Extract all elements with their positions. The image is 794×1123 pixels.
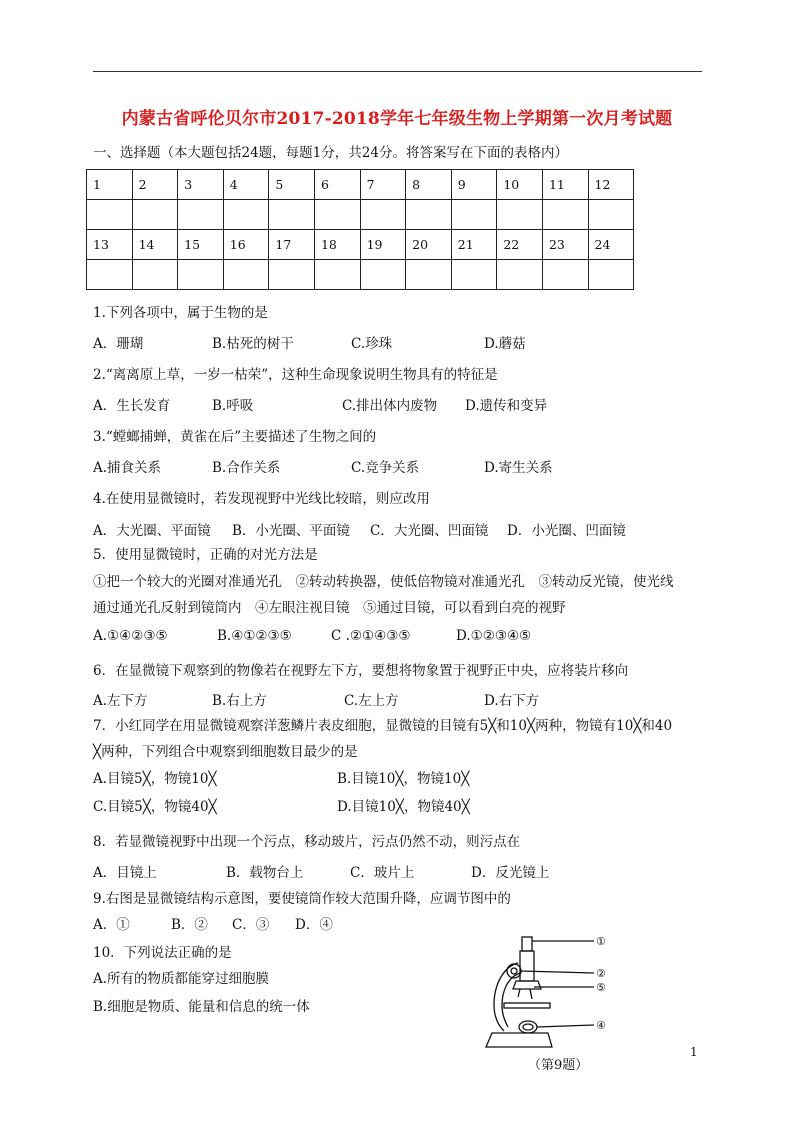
table-cell: 4 [223, 170, 269, 200]
answer-cell[interactable] [314, 200, 360, 230]
option-c: C.珍珠 [351, 336, 393, 352]
figure-label-4: ④ [596, 1019, 606, 1032]
answer-table [86, 169, 634, 290]
figure-caption: （第9题） [528, 1058, 589, 1073]
answer-cell[interactable] [588, 260, 634, 290]
question-7-stem-line2: ╳两种，下列组合中观察到细胞数目最少的是 [93, 744, 358, 760]
table-row [87, 230, 634, 260]
option-d: D.遗传和变异 [465, 398, 548, 414]
answer-cell[interactable] [497, 260, 543, 290]
option-c: C .②①④③⑤ [331, 628, 411, 644]
table-cell: 14 [132, 230, 178, 260]
option-d: D．④ [295, 917, 333, 933]
answer-cell[interactable] [314, 260, 360, 290]
option-d: D.目镜10╳，物镜40╳ [337, 799, 470, 815]
option-c: C．③ [232, 917, 270, 933]
question-6-stem: 6．在显微镜下观察到的物像若在视野左下方，要想将物象置于视野正中央，应将装片移向 [93, 663, 629, 679]
question-1-stem: 1.下列各项中，属于生物的是 [93, 305, 268, 321]
option-c: C.竞争关系 [351, 460, 420, 476]
table-cell: 9 [451, 170, 497, 200]
table-cell: 16 [223, 230, 269, 260]
question-10-stem: 10．下列说法正确的是 [93, 945, 232, 961]
option-c: C．玻片上 [350, 865, 415, 881]
option-a: A.①④②③⑤ [93, 628, 168, 644]
answer-cell[interactable] [178, 260, 224, 290]
header-rule [93, 71, 702, 72]
answer-cell[interactable] [360, 260, 406, 290]
answer-cell[interactable] [406, 260, 452, 290]
option-c: C.排出体内废物 [342, 398, 438, 414]
table-cell: 8 [406, 170, 452, 200]
option-a: A．大光圈、平面镜 [93, 523, 211, 539]
table-cell: 10 [497, 170, 543, 200]
question-5-steps-line1: ①把一个较大的光圈对准通光孔 ②转动转换器，使低倍物镜对准通光孔 ③转动反光镜，使光线 [93, 574, 674, 590]
option-a: A.目镜5╳，物镜10╳ [93, 771, 217, 787]
table-cell: 6 [314, 170, 360, 200]
option-c: C.左上方 [344, 693, 399, 709]
option-d: D.①②③④⑤ [456, 628, 532, 644]
table-cell: 7 [360, 170, 406, 200]
option-d: D.寄生关系 [484, 460, 553, 476]
table-row [87, 200, 634, 230]
question-10-option-a: A.所有的物质都能穿过细胞膜 [93, 971, 270, 987]
option-d: D.右下方 [484, 693, 540, 709]
table-cell: 12 [588, 170, 634, 200]
option-a: A．珊瑚 [93, 336, 144, 352]
microscope-drawing [486, 937, 594, 1047]
question-10-option-b: B.细胞是物质、能量和信息的统一体 [93, 999, 310, 1015]
option-b: B.呼吸 [212, 398, 254, 414]
figure-label-5: ⑤ [596, 981, 606, 994]
figure-label-1: ① [596, 935, 606, 948]
option-a: A.捕食关系 [93, 460, 162, 476]
table-cell: 22 [497, 230, 543, 260]
table-cell: 5 [269, 170, 315, 200]
table-cell: 2 [132, 170, 178, 200]
microscope-figure [478, 933, 618, 1053]
answer-cell[interactable] [451, 260, 497, 290]
option-d: D．反光镜上 [471, 865, 550, 881]
option-c: C.目镜5╳，物镜40╳ [93, 799, 217, 815]
answer-cell[interactable] [588, 200, 634, 230]
table-row [87, 260, 634, 290]
answer-cell[interactable] [132, 260, 178, 290]
answer-cell[interactable] [178, 200, 224, 230]
answer-cell[interactable] [360, 200, 406, 230]
question-5-steps-line2: 通过通光孔反射到镜筒内 ④左眼注视目镜 ⑤通过目镜，可以看到白亮的视野 [93, 600, 566, 616]
table-row [87, 170, 634, 200]
option-a: A．生长发育 [93, 398, 171, 414]
option-b: B．② [171, 917, 208, 933]
option-a: A．目镜上 [93, 865, 157, 881]
answer-cell[interactable] [87, 260, 133, 290]
page-title: 内蒙古省呼伦贝尔市2017-2018学年七年级生物上学期第一次月考试题 [121, 109, 673, 129]
answer-cell[interactable] [542, 260, 588, 290]
table-cell: 13 [87, 230, 133, 260]
answer-cell[interactable] [269, 200, 315, 230]
answer-cell[interactable] [269, 260, 315, 290]
option-b: B.合作关系 [212, 460, 281, 476]
option-b: B.④①②③⑤ [217, 628, 292, 644]
option-d: D.蘑菇 [484, 336, 526, 352]
answer-cell[interactable] [132, 200, 178, 230]
answer-cell[interactable] [542, 200, 588, 230]
question-7-stem: 7．小红同学在用显微镜观察洋葱鳞片表皮细胞，显微镜的目镜有5╳和10╳两种，物镜有10╳和40 [93, 718, 673, 734]
question-8-stem: 8．若显微镜视野中出现一个污点，移动玻片，污点仍然不动，则污点在 [93, 834, 521, 850]
table-cell: 20 [406, 230, 452, 260]
option-b: B．载物台上 [226, 865, 304, 881]
table-cell: 19 [360, 230, 406, 260]
table-cell: 21 [451, 230, 497, 260]
table-cell: 11 [542, 170, 588, 200]
answer-cell[interactable] [451, 200, 497, 230]
section-heading: 一、选择题（本大题包括24题，每题1分，共24分。将答案写在下面的表格内） [93, 145, 568, 161]
figure-label-2: ② [596, 967, 606, 980]
option-b: B．小光圈、平面镜 [232, 523, 350, 539]
table-cell: 1 [87, 170, 133, 200]
table-cell: 3 [178, 170, 224, 200]
option-a: A.左下方 [93, 693, 148, 709]
table-cell: 15 [178, 230, 224, 260]
answer-cell[interactable] [406, 200, 452, 230]
option-d: D．小光圈、凹面镜 [507, 523, 626, 539]
option-c: C．大光圈、凹面镜 [370, 523, 489, 539]
table-cell: 24 [588, 230, 634, 260]
answer-cell[interactable] [223, 260, 269, 290]
answer-cell[interactable] [87, 200, 133, 230]
table-cell: 17 [269, 230, 315, 260]
answer-cell[interactable] [223, 200, 269, 230]
question-3-stem: 3.“螳螂捕蝉，黄雀在后”主要描述了生物之间的 [93, 429, 377, 445]
question-4-stem: 4.在使用显微镜时，若发现视野中光线比较暗，则应改用 [93, 491, 430, 507]
option-b: B.目镜10╳，物镜10╳ [337, 771, 470, 787]
option-a: A．① [93, 917, 130, 933]
question-2-stem: 2.“离离原上草，一岁一枯荣”，这种生命现象说明生物具有的特征是 [93, 367, 498, 383]
answer-cell[interactable] [497, 200, 543, 230]
option-b: B.右上方 [212, 693, 267, 709]
question-9-stem: 9.右图是显微镜结构示意图，要使镜筒作较大范围升降，应调节图中的 [93, 891, 511, 907]
question-5-stem: 5．使用显微镜时，正确的对光方法是 [93, 547, 318, 563]
table-cell: 23 [542, 230, 588, 260]
page-number: 1 [690, 1045, 698, 1059]
option-b: B.枯死的树干 [212, 336, 294, 352]
table-cell: 18 [314, 230, 360, 260]
